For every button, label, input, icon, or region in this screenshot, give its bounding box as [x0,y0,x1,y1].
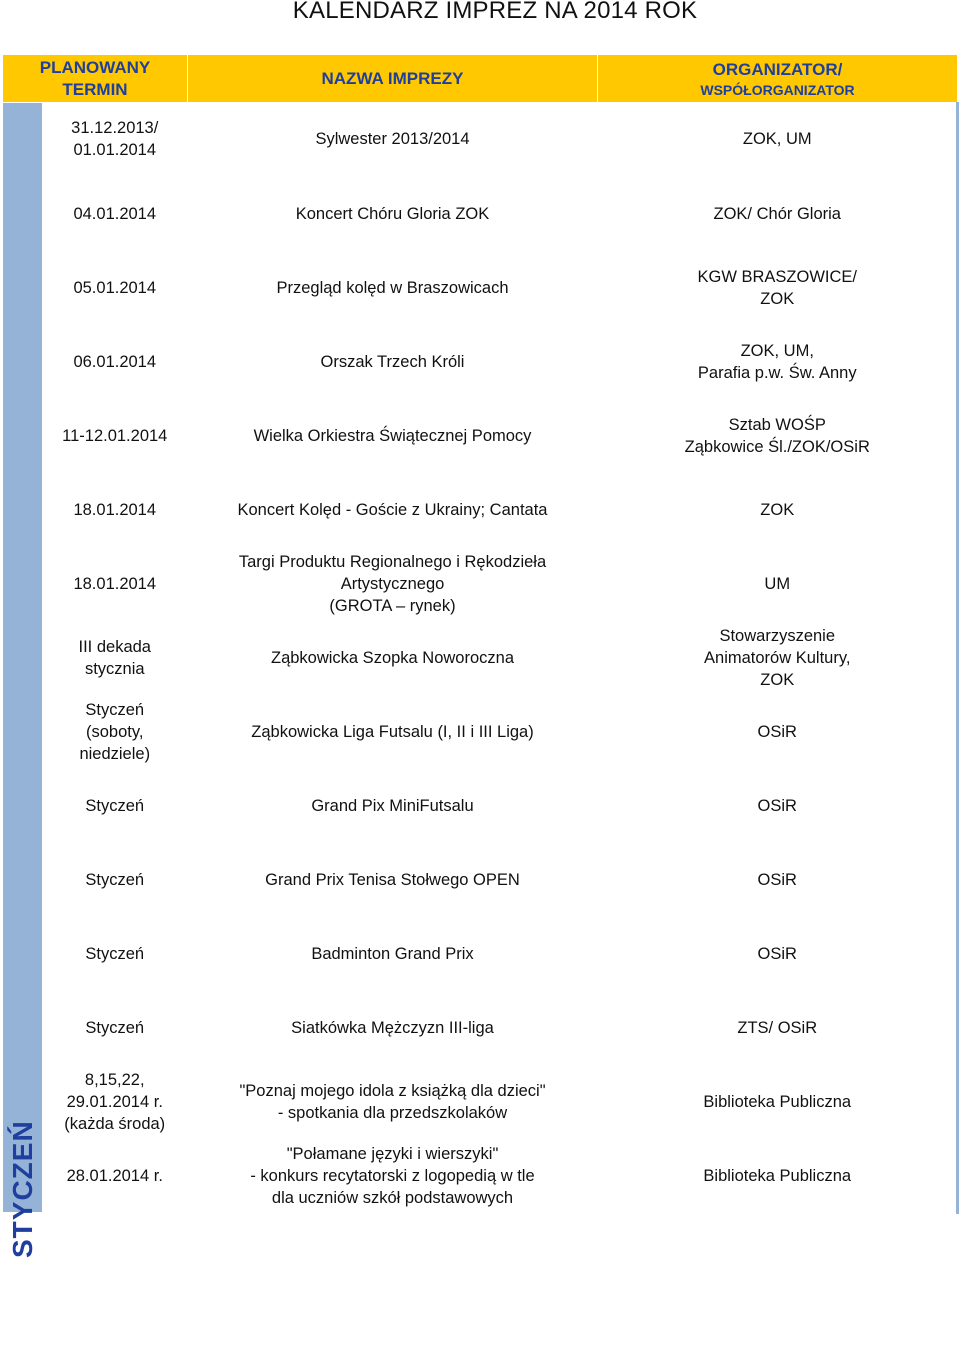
termin-text: III dekada [78,637,151,656]
header-organizator-line1: ORGANIZATOR/ [712,59,843,79]
nazwa-text: Przegląd kolęd w Braszowicach [276,278,509,297]
nazwa-text: (GROTA – rynek) [329,596,456,615]
organizator-text: OSiR [757,796,797,815]
organizator-cell [598,1139,958,1213]
table-row [3,991,958,1065]
termin-text: (soboty, [86,722,144,741]
table-row [3,695,958,769]
nazwa-text: Siatkówka Mężczyzn III-liga [291,1018,494,1037]
table-row [3,769,958,843]
month-label: STYCZEŃ [6,1119,38,1258]
termin-text: 29.01.2014 r. [66,1092,163,1111]
termin-text: niedziele) [79,744,151,763]
termin-text: 18.01.2014 [73,500,157,519]
organizator-text: ZOK [760,670,795,689]
termin-text: Styczeń [85,1018,145,1037]
organizator-text: ZOK, UM, [740,341,814,360]
organizator-cell [598,103,958,177]
table-row [3,473,958,547]
termin-cell [43,103,188,177]
termin-cell [43,547,188,621]
header-termin-line1: PLANOWANY [39,57,151,77]
organizator-text: KGW BRASZOWICE/ [697,267,857,286]
nazwa-text: Koncert Chóru Gloria ZOK [295,204,490,223]
organizator-cell [598,399,958,473]
nazwa-text: "Połamane języki i wierszyki" [286,1144,499,1163]
organizator-cell [598,177,958,251]
table-row [3,251,958,325]
table-row [3,547,958,621]
termin-cell [43,917,188,991]
termin-cell [43,769,188,843]
organizator-cell [598,473,958,547]
nazwa-text: Sylwester 2013/2014 [315,130,470,149]
organizator-text: ZOK [760,289,795,308]
termin-text: Styczeń [85,700,145,719]
termin-text: 06.01.2014 [73,352,157,371]
nazwa-cell [188,547,598,621]
organizator-text: ZTS/ OSiR [737,1018,818,1037]
organizator-text: ZOK, UM [742,130,812,149]
termin-text: 01.01.2014 [73,141,157,160]
table-row [3,1139,958,1213]
table-row [3,843,958,917]
page-title: KALENDARZ IMPREZ NA 2014 ROK [292,0,698,24]
termin-text: stycznia [84,659,145,678]
table-row [3,1065,958,1139]
organizator-text: Ząbkowice Śl./ZOK/OSiR [684,437,870,456]
nazwa-cell [188,991,598,1065]
nazwa-text: Wielka Orkiestra Świątecznej Pomocy [253,426,532,445]
termin-text: 04.01.2014 [73,204,157,223]
organizator-text: Biblioteka Publiczna [703,1166,852,1185]
termin-text: Styczeń [85,870,145,889]
organizator-text: Parafia p.w. Św. Anny [697,363,857,382]
nazwa-text: dla uczniów szkół podstawowych [271,1188,514,1207]
termin-cell [43,1139,188,1213]
nazwa-text: Badminton Grand Prix [311,944,474,963]
organizator-cell [598,547,958,621]
organizator-text: Biblioteka Publiczna [703,1092,852,1111]
nazwa-cell [188,695,598,769]
nazwa-cell [188,1139,598,1213]
header-termin-line2: TERMIN [62,79,128,99]
table-row [3,325,958,399]
nazwa-cell [188,621,598,695]
nazwa-cell [188,917,598,991]
header-wspolorganizator: WSPÓŁORGANIZATOR [700,81,855,98]
nazwa-text: - konkurs recytatorski z logopedią w tle [250,1166,535,1185]
table-row [3,399,958,473]
table-row [3,917,958,991]
nazwa-text: Koncert Kolęd - Goście z Ukrainy; Cantata [237,500,548,519]
nazwa-cell [188,769,598,843]
table-row [3,103,958,177]
nazwa-text: "Poznaj mojego idola z książką dla dzieci" [239,1081,546,1100]
nazwa-text: Ząbkowicka Szopka Noworoczna [270,648,515,667]
header-row [3,55,958,103]
month-column [3,103,43,1258]
termin-text: 31.12.2013/ [71,119,159,138]
organizator-cell [598,991,958,1065]
termin-text: 28.01.2014 r. [66,1166,163,1185]
nazwa-text: Grand Pix MiniFutsalu [311,796,474,815]
organizator-text: UM [764,574,791,593]
nazwa-text: - spotkania dla przedszkolaków [277,1103,508,1122]
nazwa-text: Orszak Trzech Króli [320,352,465,371]
termin-cell [43,473,188,547]
nazwa-text: Ząbkowicka Liga Futsalu (I, II i III Liga) [251,722,534,741]
organizator-text: OSiR [757,870,797,889]
organizator-text: Animatorów Kultury, [704,648,851,667]
nazwa-text: Targi Produktu Regionalnego i Rękodzieła Artystycznego [238,552,547,593]
nazwa-cell [188,399,598,473]
header-nazwa: NAZWA IMPREZY [188,55,598,103]
termin-cell [43,1065,188,1139]
organizator-text: ZOK/ Chór Gloria [713,204,841,223]
termin-text: (każda środa) [64,1114,166,1133]
nazwa-cell [188,473,598,547]
organizator-text: OSiR [757,722,797,741]
nazwa-cell [188,251,598,325]
organizator-cell [598,621,958,695]
termin-cell [43,399,188,473]
termin-text: 11-12.01.2014 [62,426,168,445]
termin-text: Styczeń [85,796,145,815]
termin-cell [43,251,188,325]
nazwa-text: Grand Prix Tenisa Stołwego OPEN [265,870,520,889]
nazwa-cell [188,103,598,177]
nazwa-cell [188,1065,598,1139]
organizator-cell [598,917,958,991]
organizator-text: OSiR [757,944,797,963]
nazwa-cell [188,843,598,917]
header-organizator [598,55,958,103]
organizator-cell [598,695,958,769]
termin-cell [43,325,188,399]
header-termin [3,55,188,103]
table-row [3,621,958,695]
termin-text: 05.01.2014 [73,278,157,297]
events-table [2,54,959,1258]
termin-cell [43,843,188,917]
termin-cell [43,991,188,1065]
nazwa-cell [188,177,598,251]
organizator-text: Sztab WOŚP [728,415,826,434]
termin-cell [43,695,188,769]
table-row [3,177,958,251]
organizator-text: ZOK [760,500,795,519]
termin-text: 8,15,22, [84,1070,145,1089]
organizator-cell [598,251,958,325]
termin-cell [43,177,188,251]
nazwa-cell [188,325,598,399]
termin-text: Styczeń [85,944,145,963]
organizator-cell [598,843,958,917]
organizator-cell [598,1065,958,1139]
organizator-cell [598,769,958,843]
organizator-cell [598,325,958,399]
organizator-text: Stowarzyszenie [719,626,836,645]
termin-cell [43,621,188,695]
termin-text: 18.01.2014 [73,574,157,593]
